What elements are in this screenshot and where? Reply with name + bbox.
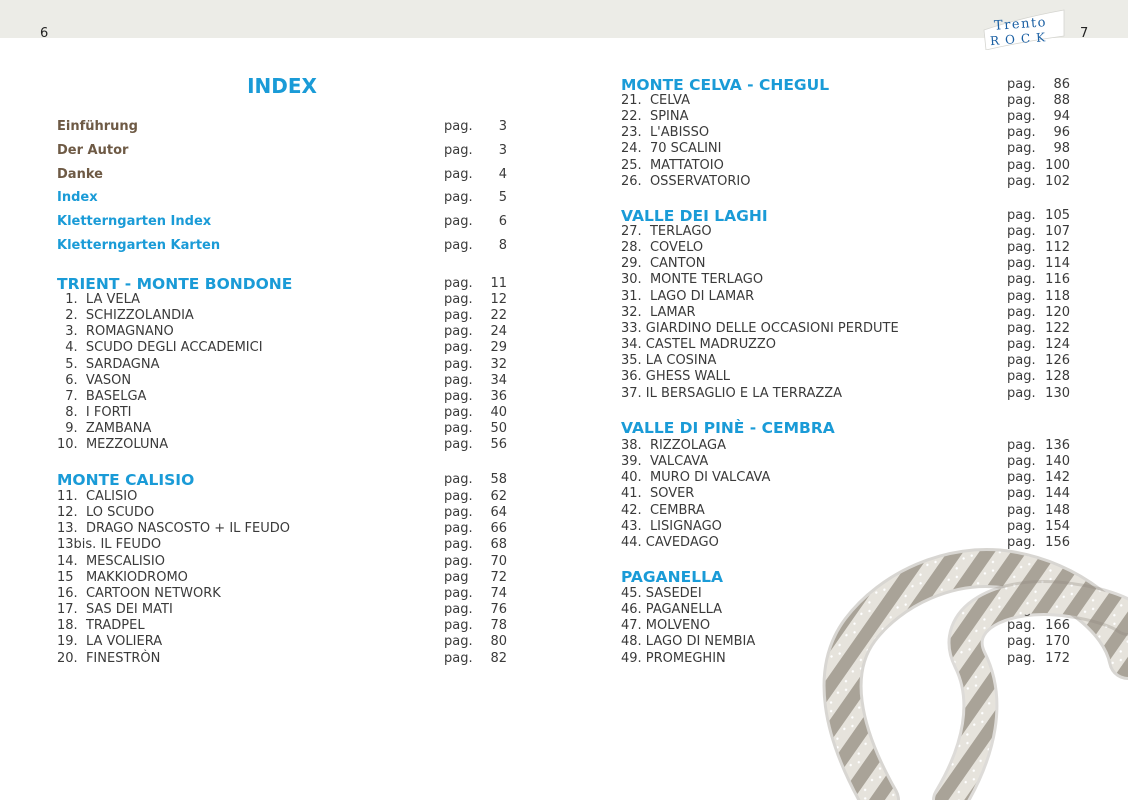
index-entry-label: 2. SCHIZZOLANDIA (57, 308, 194, 324)
index-entry-page-number: 72 (490, 569, 507, 585)
index-entry-pag: pag. (444, 585, 473, 601)
index-entry-label: 38. RIZZOLAGA (621, 438, 727, 453)
section-header-title: TRIENT - MONTE BONDONE (57, 275, 293, 293)
index-entry-pag: pag. (1007, 288, 1036, 304)
intro-entry (57, 238, 507, 254)
index-entry (57, 521, 507, 537)
index-entry-page-number: 160 (1045, 586, 1070, 601)
index-entry-pag: pag. (1007, 224, 1036, 239)
section-header-title: VALLE DEI LAGHI (621, 207, 768, 225)
index-entry-label: 35. LA COSINA (621, 353, 717, 369)
index-entry (57, 651, 507, 667)
section-header-page-number: 58 (490, 472, 507, 487)
index-entry-pag: pag. (1007, 369, 1036, 385)
index-entry-label: 42. CEMBRA (621, 502, 705, 518)
index-entry (621, 125, 1070, 141)
index-entry-label: 46. PAGANELLA (621, 602, 723, 618)
index-entry-page-number: 166 (1045, 618, 1070, 634)
index-entry-page-number: 74 (490, 585, 507, 601)
index-entry-page-number: 12 (490, 292, 507, 307)
index-entry-pag: pag. (444, 372, 473, 388)
index-entry-page-number: 94 (1053, 109, 1070, 125)
index-entry-label: 45. SASEDEI (621, 586, 702, 601)
index-entry (621, 141, 1070, 157)
index-entry (621, 454, 1070, 470)
index-entry-pag: pag. (444, 356, 473, 372)
index-entry (621, 386, 1070, 402)
index-entry-label: 27. TERLAGO (621, 224, 712, 239)
section-header (621, 418, 1070, 438)
index-entry-page-number: 118 (1045, 288, 1070, 304)
index-entry-page-number: 162 (1045, 602, 1070, 618)
intro-entry-label: Der Autor (57, 143, 129, 158)
index-entry-page-number: 80 (490, 634, 507, 650)
index-entry-label: 3. ROMAGNANO (57, 324, 174, 340)
left-page-number: 6 (40, 26, 49, 41)
index-entry (621, 337, 1070, 353)
index-entry (621, 353, 1070, 369)
logo-trento-text: Trento (993, 15, 1048, 34)
index-entry-label: 31. LAGO DI LAMAR (621, 288, 755, 304)
logo-rock-text: ROCK (989, 29, 1052, 49)
index-entry-label: 30. MONTE TERLAGO (621, 272, 764, 288)
intro-entry-label: Kletterngarten Karten (57, 238, 221, 253)
intro-entry (57, 143, 507, 159)
index-entry-pag: pag. (1007, 256, 1036, 272)
index-entry-pag: pag. (444, 602, 473, 618)
index-entry-page-number: 144 (1045, 486, 1070, 502)
index-entry-page-number: 172 (1045, 650, 1070, 666)
index-entry (57, 357, 507, 373)
index-entry-pag: pag. (1007, 109, 1036, 125)
index-entry-pag: pag. (444, 437, 473, 453)
section-header (57, 470, 507, 490)
index-entry-page-number: 154 (1045, 518, 1070, 534)
index-entry-pag: pag. (444, 405, 473, 421)
index-entry-pag: pag. (1007, 173, 1036, 189)
index-entry-page-number: 120 (1045, 304, 1070, 320)
index-entry (57, 340, 507, 356)
index-entry-pag: pag. (1007, 157, 1036, 173)
index-entry-label: 37. IL BERSAGLIO E LA TERRAZZA (621, 385, 843, 401)
section-header-page-number: 105 (1045, 208, 1070, 223)
index-entry-label: 10. MEZZOLUNA (57, 437, 169, 453)
index-entry-label: 41. SOVER (621, 486, 695, 502)
index-entry-pag: pag. (1007, 272, 1036, 288)
index-entry-label: 25. MATTATOIO (621, 157, 724, 173)
right-page-number: 7 (1080, 26, 1089, 41)
index-entry-page-number: 88 (1053, 93, 1070, 108)
index-entry-label: 21. CELVA (621, 93, 690, 108)
section-header-title: MONTE CALISIO (57, 471, 195, 489)
index-entry-label: 4. SCUDO DEGLI ACCADEMICI (57, 340, 263, 356)
section-header-page-number: 86 (1053, 77, 1070, 92)
intro-entry-label: Kletterngarten Index (57, 214, 212, 229)
index-entry-page-number: 140 (1045, 454, 1070, 470)
index-entry-page-number: 32 (490, 356, 507, 372)
index-entry (57, 554, 507, 570)
index-entry-label: 7. BASELGA (57, 388, 147, 404)
index-entry-page-number: 66 (490, 521, 507, 537)
index-entry-pag: pag. (444, 421, 473, 437)
intro-entry-label: Danke (57, 167, 103, 182)
intro-entry (57, 167, 507, 183)
index-entry-pag: pag. (444, 489, 473, 504)
index-entry-page-number: 78 (490, 618, 507, 634)
intro-entry-page-number: 8 (498, 238, 507, 253)
index-entry-label: 48. LAGO DI NEMBIA (621, 634, 756, 650)
index-entry-page-number: 102 (1045, 173, 1070, 189)
index-entry-page-number: 76 (490, 602, 507, 618)
index-entry (57, 489, 507, 505)
index-title: INDEX (247, 74, 317, 98)
index-entry-pag: pag. (1007, 438, 1036, 453)
index-entry-pag: pag. (1007, 320, 1036, 336)
index-entry-label: 22. SPINA (621, 109, 689, 125)
index-entry-pag: pag. (1007, 385, 1036, 401)
index-entry-page-number: 82 (490, 650, 507, 666)
index-entry-pag: pag. (444, 292, 473, 307)
intro-entry-page-number: 6 (498, 214, 507, 229)
index-entry-label: 24. 70 SCALINI (621, 141, 722, 157)
index-entry-page-number: 156 (1045, 534, 1070, 550)
index-entry (57, 537, 507, 553)
index-entry-label: 32. LAMAR (621, 304, 696, 320)
index-entry-label: 15 MAKKIODROMO (57, 569, 188, 585)
index-entry-pag: pag. (1007, 602, 1036, 618)
index-entry-pag: pag. (444, 650, 473, 666)
index-entry (621, 321, 1070, 337)
intro-entry-pag: pag. (444, 167, 473, 182)
index-entry-pag: pag. (1007, 240, 1036, 256)
intro-entry-pag: pag. (444, 143, 473, 158)
index-entry-page-number: 24 (490, 324, 507, 340)
index-entry-label: 12. LO SCUDO (57, 505, 155, 521)
intro-entry-pag: pag. (444, 119, 473, 134)
index-entry (621, 503, 1070, 519)
index-entry-pag: pag. (1007, 337, 1036, 353)
index-entry-label: 16. CARTOON NETWORK (57, 585, 221, 601)
index-entry-label: 13. DRAGO NASCOSTO + IL FEUDO (57, 521, 290, 537)
intro-entry (57, 119, 507, 135)
index-entry-label: 13bis. IL FEUDO (57, 537, 162, 553)
index-entry (57, 634, 507, 650)
index-entry-label: 36. GHESS WALL (621, 369, 731, 385)
index-entry (57, 308, 507, 324)
index-entry (57, 389, 507, 405)
index-entry-page-number: 107 (1045, 224, 1070, 239)
intro-entry (57, 214, 507, 230)
section-header-page-number: 11 (490, 276, 507, 291)
index-entry-pag: pag. (1007, 650, 1036, 666)
section-header-title: MONTE CELVA - CHEGUL (621, 76, 830, 94)
index-entry-page-number: 34 (490, 372, 507, 388)
index-entry-page-number: 170 (1045, 634, 1070, 650)
index-entry-pag: pag. (1007, 586, 1036, 601)
intro-entry-pag: pag. (444, 214, 473, 229)
index-entry-pag: pag. (444, 308, 473, 324)
index-entry-label: 34. CASTEL MADRUZZO (621, 337, 777, 353)
index-entry-label: 9. ZAMBANA (57, 421, 152, 437)
index-entry (621, 240, 1070, 256)
index-entry-page-number: 96 (1053, 125, 1070, 141)
intro-entry-page-number: 4 (498, 167, 507, 182)
index-entry-page-number: 124 (1045, 337, 1070, 353)
index-entry-label: 39. VALCAVA (621, 454, 709, 470)
index-entry-label: 47. MOLVENO (621, 618, 711, 634)
index-entry-label: 5. SARDAGNA (57, 356, 160, 372)
rope-decoration-icon (820, 530, 1128, 800)
index-entry (57, 373, 507, 389)
index-entry-pag: pag. (444, 521, 473, 537)
index-entry-page-number: 128 (1045, 369, 1070, 385)
index-entry-label: 28. COVELO (621, 240, 704, 256)
index-entry-pag: pag. (444, 553, 473, 569)
index-entry (57, 421, 507, 437)
section-header-title: PAGANELLA (621, 568, 723, 586)
section-header-pag: pag. (444, 472, 473, 487)
index-entry (57, 586, 507, 602)
index-entry-pag: pag. (1007, 502, 1036, 518)
index-entry-page-number: 112 (1045, 240, 1070, 256)
index-entry (57, 437, 507, 453)
index-entry-pag: pag. (444, 634, 473, 650)
index-entry (57, 618, 507, 634)
index-entry-page-number: 40 (490, 405, 507, 421)
intro-entry-page-number: 3 (498, 119, 507, 134)
index-entry (57, 324, 507, 340)
intro-entry-label: Index (57, 190, 98, 205)
index-entry-label: 33. GIARDINO DELLE OCCASIONI PERDUTE (621, 320, 899, 336)
section-header (621, 206, 1070, 226)
index-entry-pag: pag. (1007, 93, 1036, 108)
section-header-pag: pag. (444, 276, 473, 291)
index-entry-label: 14. MESCALISIO (57, 553, 165, 569)
intro-entry-page-number: 3 (498, 143, 507, 158)
index-entry-page-number: 100 (1045, 157, 1070, 173)
index-entry-pag: pag. (1007, 518, 1036, 534)
intro-entry (57, 190, 507, 206)
index-entry-pag: pag. (1007, 534, 1036, 550)
index-entry (621, 109, 1070, 125)
index-entry-pag: pag. (1007, 486, 1036, 502)
index-entry-label: 44. CAVEDAGO (621, 534, 719, 550)
index-entry-pag: pag. (444, 388, 473, 404)
index-entry-page-number: 126 (1045, 353, 1070, 369)
index-entry-label: 23. L'ABISSO (621, 125, 710, 141)
index-entry (621, 289, 1070, 305)
index-entry-page-number: 62 (490, 489, 507, 504)
section-header-title: VALLE DI PINÈ - CEMBRA (621, 419, 835, 437)
index-entry-pag: pag. (1007, 470, 1036, 486)
index-entry-pag: pag. (444, 324, 473, 340)
index-entry-label: 11. CALISIO (57, 489, 138, 504)
index-entry-page-number: 36 (490, 388, 507, 404)
index-entry-pag: pag. (444, 618, 473, 634)
index-entry-label: 43. LISIGNAGO (621, 518, 722, 534)
index-entry-label: 8. I FORTI (57, 405, 132, 421)
intro-entry-page-number: 5 (498, 190, 507, 205)
index-entry-pag: pag. (1007, 618, 1036, 634)
index-entry-page-number: 130 (1045, 385, 1070, 401)
index-entry-pag: pag. (1007, 141, 1036, 157)
index-entry-pag: pag. (1007, 353, 1036, 369)
index-entry-label: 19. LA VOLIERA (57, 634, 163, 650)
index-entry-label: 26. OSSERVATORIO (621, 173, 751, 189)
index-entry (621, 438, 1070, 454)
index-entry (621, 470, 1070, 486)
index-entry-label: 17. SAS DEI MATI (57, 602, 173, 618)
section-header-pag: pag. (1007, 208, 1036, 223)
index-entry-page-number: 98 (1053, 141, 1070, 157)
index-entry-page-number: 68 (490, 537, 507, 553)
index-entry-page-number: 56 (490, 437, 507, 453)
section-header-pag: pag. (1007, 77, 1036, 92)
index-entry-page-number: 22 (490, 308, 507, 324)
index-entry-page-number: 142 (1045, 470, 1070, 486)
index-entry (621, 369, 1070, 385)
index-entry-pag: pag. (1007, 304, 1036, 320)
section-header (57, 274, 507, 294)
index-entry (621, 305, 1070, 321)
index-entry (621, 272, 1070, 288)
index-entry-label: 20. FINESTRÒN (57, 650, 161, 666)
index-entry (621, 158, 1070, 174)
index-entry (621, 224, 1070, 240)
index-entry (621, 93, 1070, 109)
index-entry-pag: pag. (444, 505, 473, 521)
index-entry-page-number: 50 (490, 421, 507, 437)
section-header (621, 75, 1070, 95)
index-entry-page-number: 70 (490, 553, 507, 569)
index-entry-label: 6. VASON (57, 372, 132, 388)
index-entry-pag: pag. (1007, 634, 1036, 650)
index-entry-pag: pag (444, 569, 469, 585)
index-entry-label: 18. TRADPEL (57, 618, 145, 634)
index-entry (57, 405, 507, 421)
index-entry-label: 1. LA VELA (57, 292, 141, 307)
index-entry (621, 174, 1070, 190)
index-entry-page-number: 136 (1045, 438, 1070, 453)
index-entry-pag: pag. (444, 340, 473, 356)
header-band (0, 0, 1128, 38)
index-entry-pag: pag. (1007, 125, 1036, 141)
index-entry (57, 505, 507, 521)
index-entry (57, 602, 507, 618)
intro-entry-label: Einführung (57, 119, 138, 134)
trento-rock-logo (980, 8, 1066, 50)
index-entry (621, 486, 1070, 502)
index-entry (621, 256, 1070, 272)
index-entry-label: 49. PROMEGHIN (621, 650, 726, 666)
index-entry-pag: pag. (444, 537, 473, 553)
index-entry-page-number: 29 (490, 340, 507, 356)
index-entry-page-number: 114 (1045, 256, 1070, 272)
index-entry (57, 292, 507, 308)
index-entry-page-number: 116 (1045, 272, 1070, 288)
index-entry-label: 29. CANTON (621, 256, 706, 272)
index-entry (57, 570, 507, 586)
index-entry-pag: pag. (1007, 454, 1036, 470)
index-entry-page-number: 64 (490, 505, 507, 521)
index-entry-label: 40. MURO DI VALCAVA (621, 470, 771, 486)
intro-entry-pag: pag. (444, 238, 473, 253)
index-entry-page-number: 122 (1045, 320, 1070, 336)
index-entry-page-number: 148 (1045, 502, 1070, 518)
intro-entry-pag: pag. (444, 190, 473, 205)
